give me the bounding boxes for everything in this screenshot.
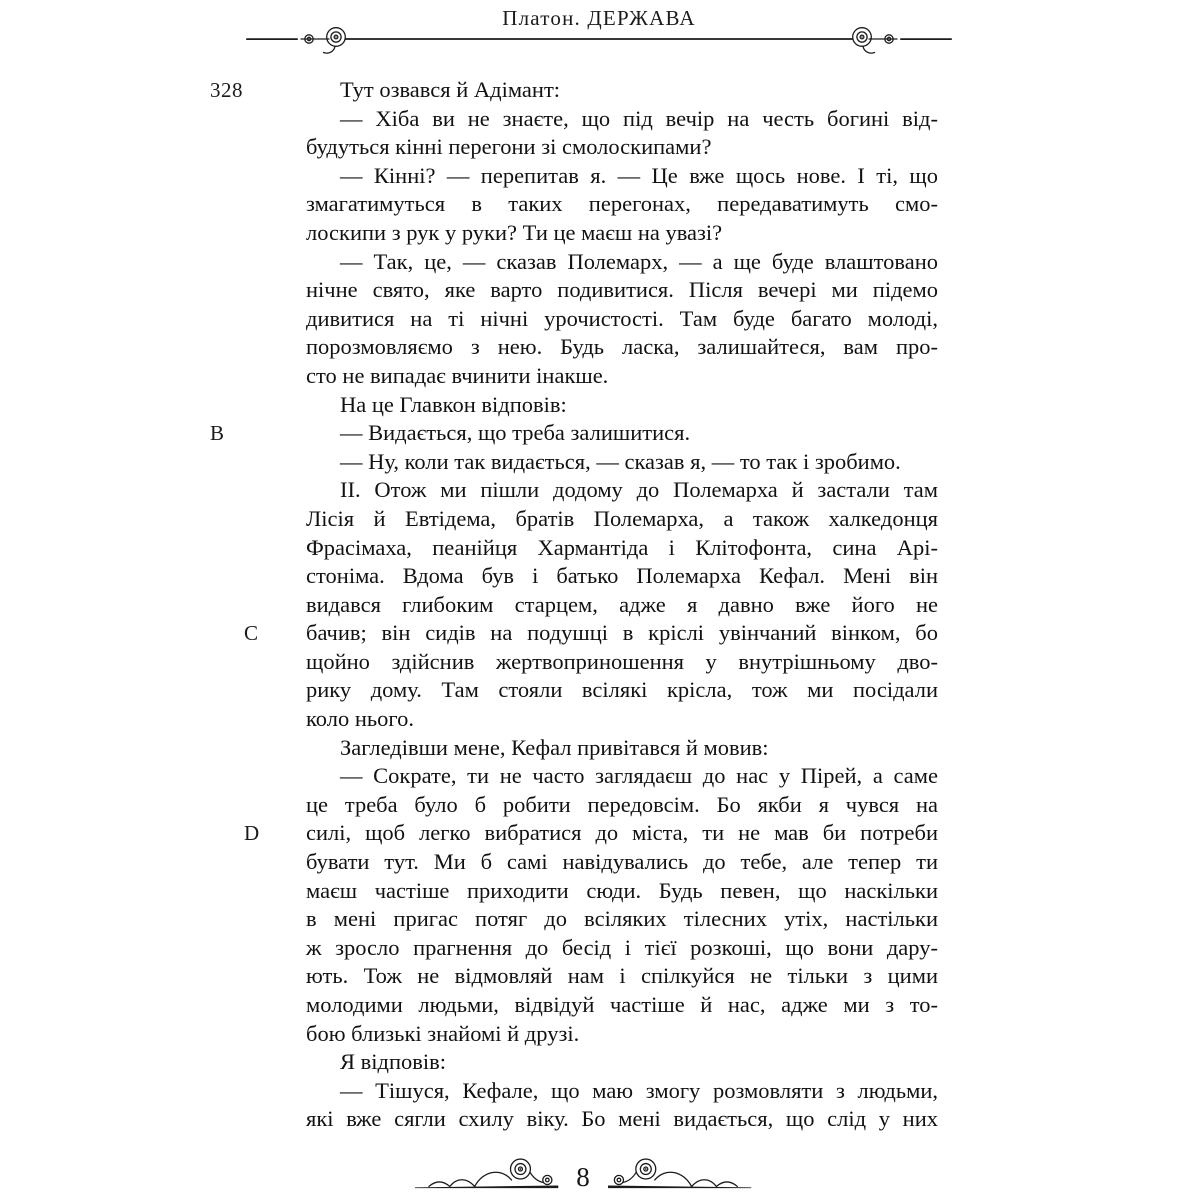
running-head: Платон. ДЕРЖАВА xyxy=(502,6,696,30)
header-rule-flourish xyxy=(243,16,955,60)
text-line: — Ну, коли так видається, — сказав я, — то так і зробимо. xyxy=(340,448,901,474)
text-line: ють. Тож не відмовляй нам і спілкуйся не тільки з цими xyxy=(306,963,938,989)
text-line: порозмовляємо з нею. Будь ласка, залишайтеся, вам про- xyxy=(306,334,938,360)
text-block xyxy=(210,76,938,1134)
text-line: сто не випадає вчинити інакше. xyxy=(306,362,609,388)
text-line: — Хіба ви не знаєте, що під вечір на честь богині від- xyxy=(340,105,938,131)
page-footer xyxy=(413,1153,753,1195)
text-line: ж зросло прагнення до бесід і тієї розкоші, що вони дару- xyxy=(306,934,938,960)
text-line: II. Отож ми пішли додому до Полемарха й застали там xyxy=(340,477,938,503)
margin-label: D xyxy=(244,821,260,846)
text-line: Лісія й Евтідема, братів Полемарха, а також халкедонця xyxy=(306,505,938,531)
text-line: — Сократе, ти не часто заглядаєш до нас у Пірей, а саме xyxy=(340,763,938,789)
text-line: маєш частіше приходити сюди. Будь певен, що наскільки xyxy=(306,877,938,903)
text-line: стоніма. Вдома був і батько Полемарха Кефал. Мені він xyxy=(306,563,938,589)
text-line: дивитися на ті нічні урочистості. Там буде багато молоді, xyxy=(306,305,938,331)
text-line: видався глибоким старцем, адже я давно вже його не xyxy=(306,591,938,617)
double-spiral-flourish-icon xyxy=(246,28,345,53)
text-line: коло нього. xyxy=(306,706,414,732)
footer-flourish-right-icon xyxy=(604,1155,753,1195)
text-line: в мені пригас потяг до всіляких тілесних утіх, настільки xyxy=(306,906,938,932)
text-line: змагатимуться в таких перегонах, передаватимуть смо- xyxy=(306,191,938,217)
margin-label: 328 xyxy=(210,78,243,102)
text-line: — Так, це, — сказав Полемарх, — а ще буде влаштовано xyxy=(340,248,938,274)
text-line: бувати тут. Ми б самі навідувались до тебе, але тепер ти xyxy=(306,849,938,875)
text-line: На це Главкон відповів: xyxy=(340,391,567,417)
text-line: лоскипи з рук у руки? Ти це маєш на увазі? xyxy=(306,219,723,245)
margin-label: B xyxy=(210,421,225,446)
text-line: щойно здійснив жертвоприношення у внутрішньому дво- xyxy=(306,648,938,674)
text-line: будуться кінні перегони зі смолоскипами? xyxy=(306,134,712,160)
text-line: Я відповів: xyxy=(340,1049,446,1075)
margin-label: C xyxy=(244,621,259,646)
text-line: B — Видається, що треба залишитися. xyxy=(306,419,938,448)
footer-flourish-left-icon xyxy=(413,1155,562,1195)
text-line: які вже сягли схилу віку. Бо мені видається, що слід у них xyxy=(306,1106,938,1132)
text-line: Загледівши мене, Кефал привітався й мовив: xyxy=(340,734,769,760)
text-line: — Кінні? — перепитав я. — Це вже щось нове. І ті, що xyxy=(340,162,938,188)
text-line: нічне свято, яке варто подивитися. Після вечері ми підемо xyxy=(306,277,938,303)
text-line: Фрасімаха, пеанійця Хармантіда і Клітофонта, сина Арі- xyxy=(306,534,938,560)
text-line: це треба було б робити передовсім. Бо якби я чувся на xyxy=(306,791,938,817)
text-line: бою близькі знайомі й друзі. xyxy=(306,1020,580,1046)
text-line: D силі, щоб легко вибратися до міста, ти не мав би потреби xyxy=(306,819,938,848)
text-line: C бачив; він сидів на подушці в кріслі увінчаний вінком, бо xyxy=(306,619,938,648)
text-line: 328 Тут озвався й Адімант: xyxy=(306,76,938,105)
text-line: рику дому. Там стояли всілякі крісла, тож ми посідали xyxy=(306,677,938,703)
text-line: молодими людьми, відвідуй частіше й нас, адже ми з то- xyxy=(306,992,938,1017)
text-line: — Тішуся, Кефале, що маю змогу розмовляти з людьми, xyxy=(340,1077,938,1103)
page-number: 8 xyxy=(576,1162,590,1192)
